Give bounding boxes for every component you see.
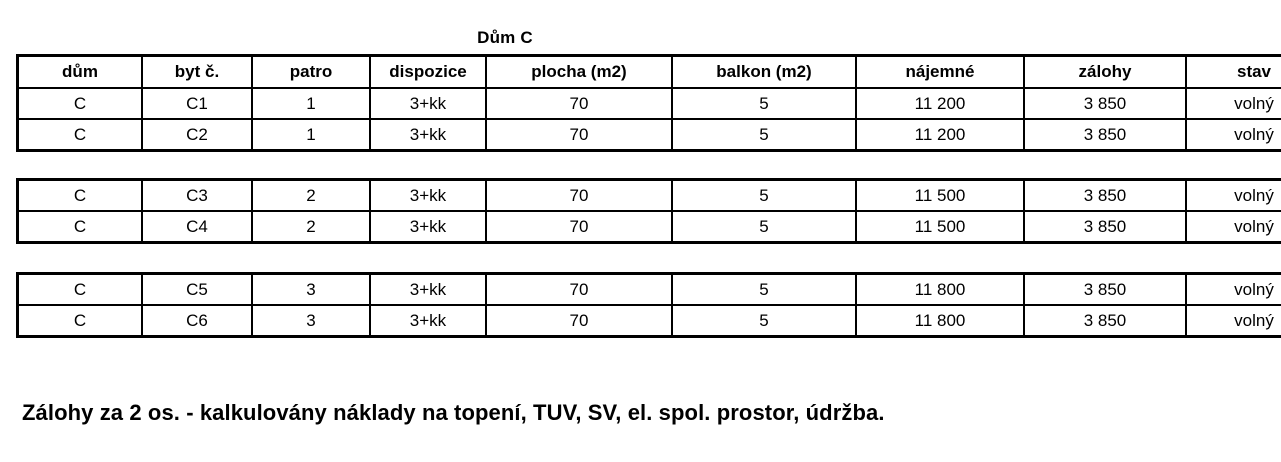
footnote: Zálohy za 2 os. - kalkulovány náklady na topení, TUV, SV, el. spol. prostor, údržba. — [22, 400, 885, 425]
table-row — [18, 88, 1281, 119]
cell-byt: C1 — [142, 88, 252, 119]
column-header-balkon: balkon (m2) — [672, 56, 856, 89]
cell-stav: volný — [1186, 305, 1281, 337]
cell-patro: 2 — [252, 211, 370, 243]
cell-dispozice: 3+kk — [370, 88, 486, 119]
cell-dispozice: 3+kk — [370, 180, 486, 212]
cell-najemne: 11 200 — [856, 88, 1024, 119]
cell-plocha: 70 — [486, 88, 672, 119]
cell-balkon: 5 — [672, 180, 856, 212]
apartments-table-2 — [16, 178, 1281, 244]
cell-dispozice: 3+kk — [370, 274, 486, 306]
cell-zalohy: 3 850 — [1024, 274, 1186, 306]
cell-balkon: 5 — [672, 211, 856, 243]
cell-balkon: 5 — [672, 274, 856, 306]
column-header-plocha: plocha (m2) — [486, 56, 672, 89]
cell-patro: 3 — [252, 305, 370, 337]
cell-balkon: 5 — [672, 88, 856, 119]
cell-zalohy: 3 850 — [1024, 88, 1186, 119]
cell-stav: volný — [1186, 88, 1281, 119]
page-title: Dům C — [477, 28, 533, 47]
column-header-zalohy: zálohy — [1024, 56, 1186, 89]
column-header-dispozice: dispozice — [370, 56, 486, 89]
cell-plocha: 70 — [486, 211, 672, 243]
cell-najemne: 11 800 — [856, 305, 1024, 337]
cell-najemne: 11 500 — [856, 180, 1024, 212]
table-row — [18, 274, 1281, 306]
table-block-floor-1 — [16, 54, 1274, 152]
cell-stav: volný — [1186, 180, 1281, 212]
cell-byt: C6 — [142, 305, 252, 337]
cell-stav: volný — [1186, 211, 1281, 243]
cell-dum: C — [18, 274, 143, 306]
cell-stav: volný — [1186, 119, 1281, 151]
cell-patro: 2 — [252, 180, 370, 212]
cell-byt: C5 — [142, 274, 252, 306]
cell-patro: 3 — [252, 274, 370, 306]
cell-byt: C3 — [142, 180, 252, 212]
table-row — [18, 211, 1281, 243]
table-header-row — [18, 56, 1281, 89]
cell-zalohy: 3 850 — [1024, 119, 1186, 151]
cell-patro: 1 — [252, 119, 370, 151]
cell-dispozice: 3+kk — [370, 305, 486, 337]
cell-zalohy: 3 850 — [1024, 180, 1186, 212]
cell-najemne: 11 500 — [856, 211, 1024, 243]
cell-patro: 1 — [252, 88, 370, 119]
table-block-floor-2 — [16, 178, 1274, 244]
cell-zalohy: 3 850 — [1024, 305, 1186, 337]
cell-byt: C4 — [142, 211, 252, 243]
table-block-floor-3 — [16, 272, 1274, 338]
cell-dum: C — [18, 88, 143, 119]
cell-dispozice: 3+kk — [370, 119, 486, 151]
table-row — [18, 305, 1281, 337]
cell-dum: C — [18, 211, 143, 243]
cell-zalohy: 3 850 — [1024, 211, 1186, 243]
cell-dum: C — [18, 119, 143, 151]
table-row — [18, 180, 1281, 212]
table-row — [18, 119, 1281, 151]
apartments-table-3 — [16, 272, 1281, 338]
cell-najemne: 11 800 — [856, 274, 1024, 306]
column-header-stav: stav — [1186, 56, 1281, 89]
cell-plocha: 70 — [486, 305, 672, 337]
cell-plocha: 70 — [486, 274, 672, 306]
cell-najemne: 11 200 — [856, 119, 1024, 151]
cell-plocha: 70 — [486, 119, 672, 151]
cell-balkon: 5 — [672, 119, 856, 151]
cell-dum: C — [18, 305, 143, 337]
cell-stav: volný — [1186, 274, 1281, 306]
column-header-byt: byt č. — [142, 56, 252, 89]
column-header-patro: patro — [252, 56, 370, 89]
cell-dum: C — [18, 180, 143, 212]
cell-plocha: 70 — [486, 180, 672, 212]
cell-balkon: 5 — [672, 305, 856, 337]
column-header-dum: dům — [18, 56, 143, 89]
cell-dispozice: 3+kk — [370, 211, 486, 243]
column-header-najemne: nájemné — [856, 56, 1024, 89]
apartments-table-1 — [16, 54, 1281, 152]
cell-byt: C2 — [142, 119, 252, 151]
